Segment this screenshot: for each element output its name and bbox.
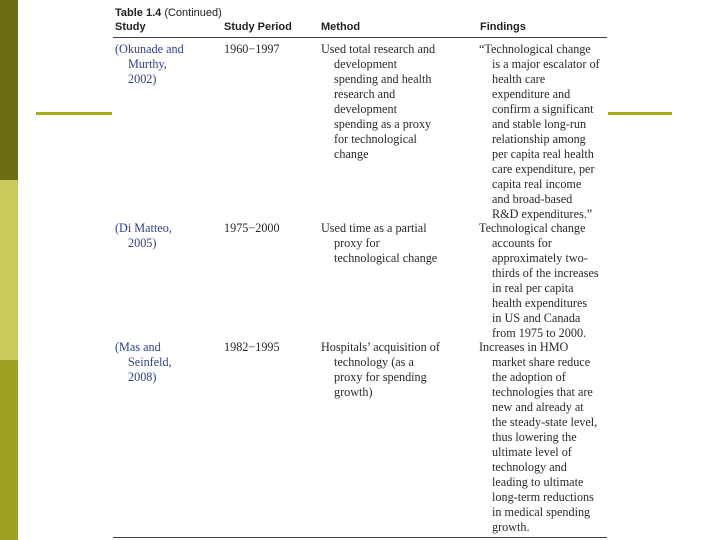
- row-3-findings: [479, 340, 597, 535]
- row-2-period: [224, 221, 280, 236]
- header-study-period: Study Period: [224, 21, 292, 33]
- row-1-method: [321, 42, 435, 162]
- findings-line: technology and: [492, 460, 567, 474]
- header-method: Method: [321, 21, 361, 33]
- row-2-findings: [479, 221, 599, 341]
- findings-line: Technological change: [479, 221, 586, 235]
- study-line: (Mas and: [115, 340, 161, 354]
- header-findings: Findings: [480, 21, 526, 33]
- findings-line: confirm a significant: [492, 102, 594, 116]
- table-number: Table 1.4: [115, 7, 162, 19]
- findings-line: long-term reductions: [492, 490, 594, 504]
- findings-line: health expenditures: [492, 296, 588, 310]
- study-line: (Okunade and: [115, 42, 184, 56]
- bottom-rule: [113, 537, 607, 538]
- left-accent-bar-bottom: [0, 360, 18, 540]
- study-line: Seinfeld,: [128, 355, 172, 369]
- findings-line: the adoption of: [492, 370, 566, 384]
- findings-line: and broad-based: [492, 192, 573, 206]
- method-line: Used total research and: [321, 42, 436, 56]
- row-2-study: [115, 221, 172, 251]
- findings-line: growth.: [492, 520, 530, 534]
- method-line: for technological: [334, 132, 417, 146]
- method-line: technological change: [334, 251, 438, 265]
- study-line: Murthy,: [128, 57, 167, 71]
- row-3-study: [115, 340, 172, 385]
- findings-line: thus lowering the: [492, 430, 577, 444]
- row-1-findings: [479, 42, 600, 222]
- findings-line: “Technological change: [479, 42, 591, 56]
- findings-line: leading to ultimate: [492, 475, 584, 489]
- findings-line: new and already at: [492, 400, 584, 414]
- decorative-line-left: [36, 112, 112, 115]
- header-rule: [113, 37, 607, 38]
- study-line: (Di Matteo,: [115, 221, 172, 235]
- method-line: technology (as a: [334, 355, 414, 369]
- findings-line: in US and Canada: [492, 311, 581, 325]
- table-continued: (Continued): [164, 7, 222, 19]
- table-caption: [115, 7, 222, 19]
- row-3-method: [321, 340, 440, 400]
- method-line: spending and health: [334, 72, 432, 86]
- left-accent-bar-top: [0, 0, 18, 180]
- findings-line: health care: [492, 72, 546, 86]
- row-1-period: [224, 42, 280, 57]
- study-line: 2002): [128, 72, 157, 86]
- study-line: 2005): [128, 236, 157, 250]
- findings-line: is a major escalator of: [492, 57, 600, 71]
- period-text: 1960−1997: [224, 42, 280, 56]
- findings-line: per capita real health: [492, 147, 594, 161]
- findings-line: thirds of the increases: [492, 266, 599, 280]
- method-line: Hospitals’ acquisition of: [321, 340, 440, 354]
- findings-line: R&D expenditures.”: [492, 207, 593, 221]
- findings-line: technologies that are: [492, 385, 593, 399]
- findings-line: the steady-state level,: [492, 415, 598, 429]
- decorative-line-right: [608, 112, 672, 115]
- method-line: proxy for spending: [334, 370, 427, 384]
- method-line: development: [334, 57, 397, 71]
- left-accent-bar-middle: [0, 180, 18, 360]
- method-line: Used time as a partial: [321, 221, 427, 235]
- method-line: change: [334, 147, 369, 161]
- study-line: 2008): [128, 370, 157, 384]
- findings-line: care expenditure, per: [492, 162, 595, 176]
- period-text: 1975−2000: [224, 221, 280, 235]
- findings-line: Increases in HMO: [479, 340, 569, 354]
- findings-line: ultimate level of: [492, 445, 572, 459]
- findings-line: from 1975 to 2000.: [492, 326, 587, 340]
- method-line: growth): [334, 385, 373, 399]
- findings-line: approximately two-: [492, 251, 588, 265]
- findings-line: market share reduce: [492, 355, 591, 369]
- findings-line: in real per capita: [492, 281, 574, 295]
- row-3-period: [224, 340, 280, 355]
- findings-line: relationship among: [492, 132, 586, 146]
- findings-line: accounts for: [492, 236, 552, 250]
- findings-line: in medical spending: [492, 505, 591, 519]
- header-study: Study: [115, 21, 146, 33]
- period-text: 1982−1995: [224, 340, 280, 354]
- findings-line: and stable long-run: [492, 117, 587, 131]
- row-1-study: [115, 42, 184, 87]
- method-line: spending as a proxy: [334, 117, 432, 131]
- row-2-method: [321, 221, 437, 266]
- findings-line: capita real income: [492, 177, 582, 191]
- method-line: research and: [334, 87, 396, 101]
- method-line: development: [334, 102, 397, 116]
- findings-line: expenditure and: [492, 87, 571, 101]
- method-line: proxy for: [334, 236, 380, 250]
